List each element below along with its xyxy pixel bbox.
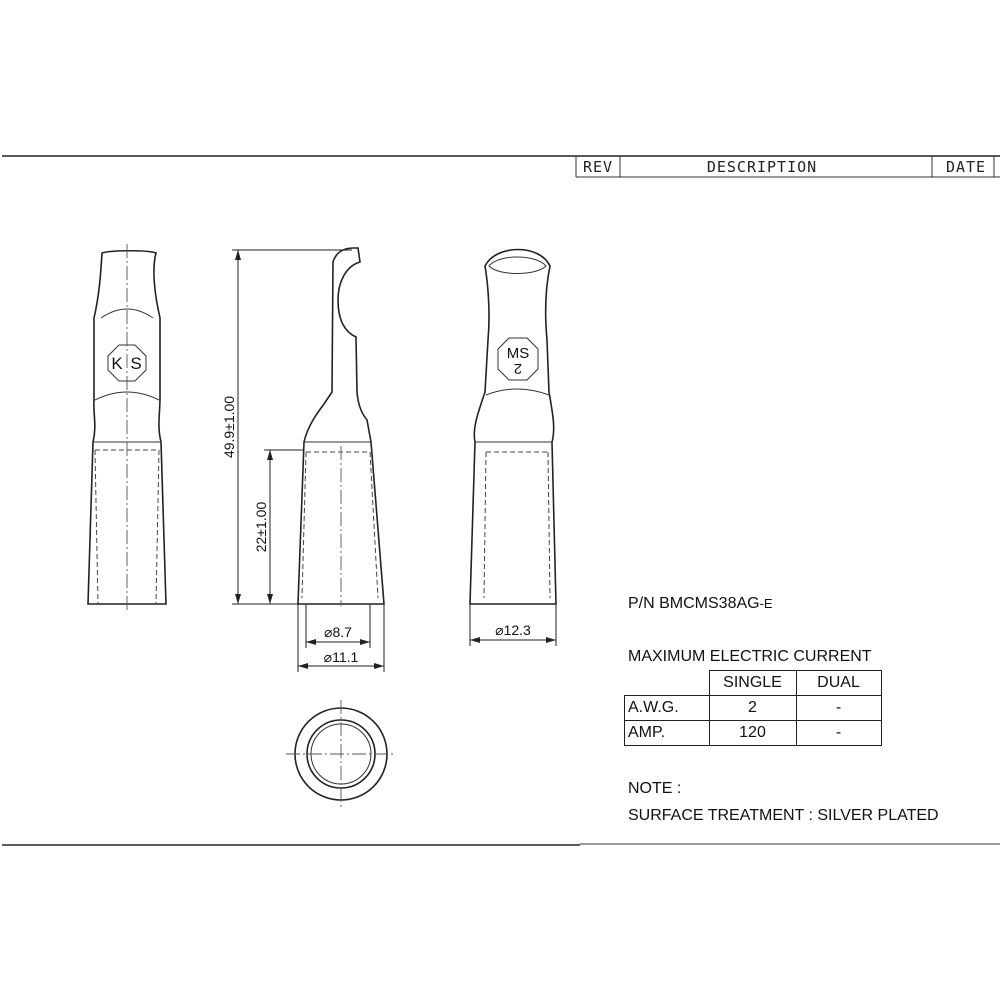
rear-view-neck-arc xyxy=(486,389,549,395)
ks-marking-letter: S xyxy=(130,354,142,373)
column-header-dual: DUAL xyxy=(796,671,881,696)
rear-view-outline xyxy=(470,250,556,605)
dimension-arrow xyxy=(306,639,316,645)
dimension-arrow xyxy=(360,639,370,645)
front-view-hidden-line xyxy=(95,450,98,604)
dimension-arrow xyxy=(235,594,241,604)
dimension-arrow xyxy=(267,594,273,604)
current-table-heading: MAXIMUM ELECTRIC CURRENT xyxy=(628,648,872,665)
body-diameter-label: ⌀12.3 xyxy=(495,622,531,638)
part-number-suffix: -E xyxy=(759,596,773,611)
inner-diameter-label: ⌀8.7 xyxy=(324,624,352,640)
ms-marking-text: MS xyxy=(506,345,530,362)
table-header-row xyxy=(625,671,882,696)
column-header-single: SINGLE xyxy=(709,671,796,696)
dimension-arrow xyxy=(546,637,556,643)
dimension-arrow xyxy=(267,450,273,460)
dimension-arrow xyxy=(298,663,308,669)
dimension-arrow xyxy=(235,250,241,260)
rear-view-hidden-line xyxy=(484,452,486,598)
note-heading: NOTE : xyxy=(628,780,682,797)
end-view xyxy=(286,700,396,808)
dimension-arrow xyxy=(374,663,384,669)
rear-view xyxy=(470,250,556,647)
row-label-awg: A.W.G. xyxy=(625,696,710,721)
barrel-length-label: 22±1.00 xyxy=(253,501,269,553)
side-view-outline xyxy=(298,248,384,604)
side-view xyxy=(221,248,384,672)
overall-length-label: 49.9±1.00 xyxy=(221,395,237,459)
awg-dual-value: - xyxy=(796,696,881,721)
rear-view-hidden-line xyxy=(548,452,550,598)
rear-view-top-slot xyxy=(489,257,546,274)
row-label-amp: AMP. xyxy=(625,721,710,746)
part-number xyxy=(628,595,773,613)
part-number-label: P/N xyxy=(628,595,655,612)
amp-single-value: 120 xyxy=(709,721,796,746)
current-table xyxy=(624,670,882,746)
table-corner-cell xyxy=(625,671,710,696)
date-header: DATE xyxy=(945,158,987,176)
ms-marking-number: 2 xyxy=(513,360,523,377)
awg-single-value: 2 xyxy=(709,696,796,721)
title-block xyxy=(2,156,1000,177)
table-row xyxy=(625,696,882,721)
part-number-value: BMCMS38AG xyxy=(659,595,760,612)
front-view xyxy=(88,244,166,612)
front-view-hidden-line xyxy=(156,450,159,604)
amp-dual-value: - xyxy=(796,721,881,746)
description-header: DESCRIPTION xyxy=(706,158,818,176)
outer-diameter-label: ⌀11.1 xyxy=(323,649,359,665)
ks-marking-letter: K xyxy=(111,354,123,373)
surface-treatment-note: SURFACE TREATMENT : SILVER PLATED xyxy=(628,807,939,824)
table-row xyxy=(625,721,882,746)
rev-header: REV xyxy=(582,158,614,176)
dimension-arrow xyxy=(470,637,480,643)
